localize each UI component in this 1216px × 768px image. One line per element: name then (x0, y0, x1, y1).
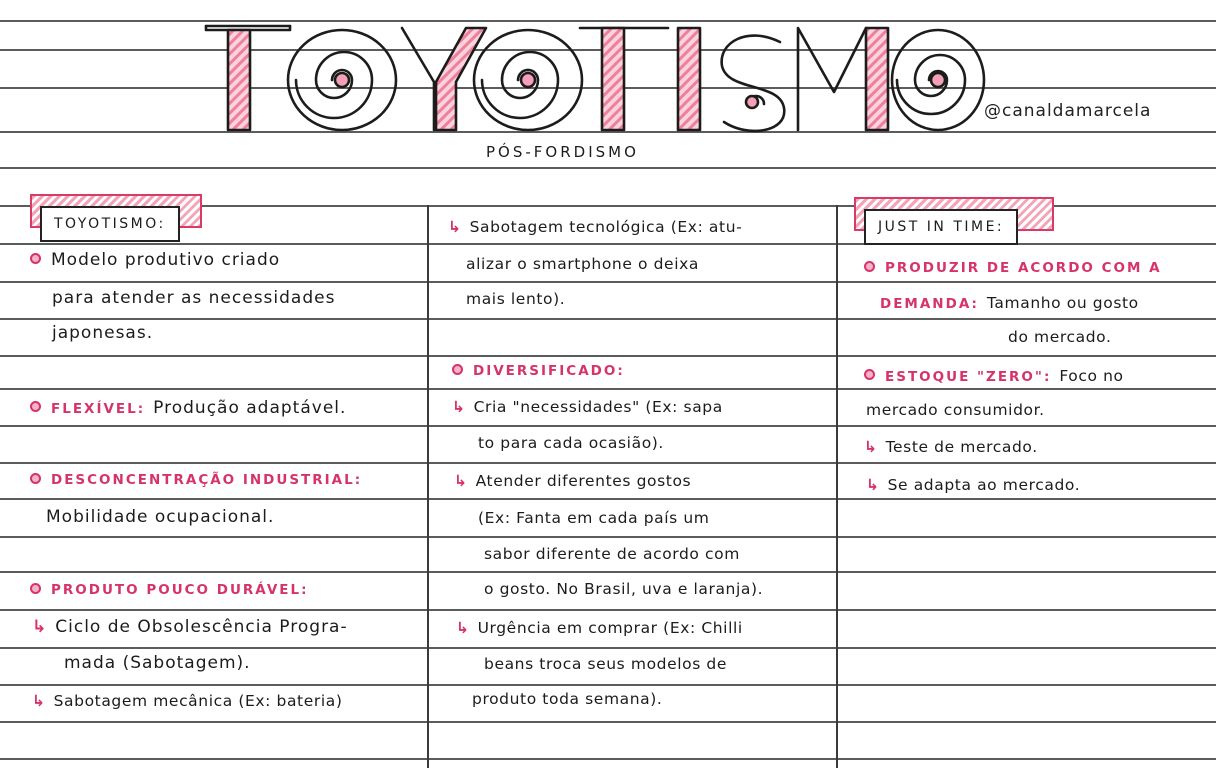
flexivel-line (30, 398, 346, 418)
produzir-line-2 (880, 294, 1139, 312)
desconcentracao-text: Mobilidade ocupacional. (46, 507, 275, 527)
bullet-icon (30, 253, 41, 264)
adapta-line: ↳ Se adapta ao mercado. (866, 476, 1081, 494)
title-lettering (200, 22, 990, 140)
bullet-icon (30, 473, 41, 484)
flexivel-label: FLEXÍVEL: (51, 401, 146, 417)
tecnologica-line-3: mais lento). (466, 290, 566, 308)
left-line-2: para atender as necessidades (52, 288, 336, 308)
mecanica-line: ↳ Sabotagem mecânica (Ex: bateria) (32, 692, 343, 710)
arrow-icon: ↳ (452, 398, 466, 416)
urgencia-line-2: beans troca seus modelos de (484, 655, 728, 673)
produto-line: PRODUTO POUCO DURÁVEL: (30, 582, 309, 598)
produzir-line-3: do mercado. (1008, 328, 1112, 346)
column-divider-right (836, 205, 838, 768)
tecnologica-line-1: ↳ Sabotagem tecnológica (Ex: atu- (448, 218, 743, 236)
atender-line-3: sabor diferente de acordo com (484, 545, 740, 563)
left-header-label: TOYOTISMO: (40, 206, 180, 242)
demanda-label: DEMANDA: (880, 296, 979, 312)
arrow-icon: ↳ (454, 472, 468, 490)
column-divider-left (427, 205, 429, 768)
bullet-icon (30, 583, 41, 594)
atender-line-1: ↳ Atender diferentes gostos (454, 472, 692, 490)
cria-line-1: ↳ Cria "necessidades" (Ex: sapa (452, 398, 723, 416)
arrow-icon: ↳ (456, 619, 470, 637)
atender-line-4: o gosto. No Brasil, uva e laranja). (484, 580, 764, 598)
arrow-icon: ↳ (448, 218, 462, 236)
arrow-icon: ↳ (864, 438, 878, 456)
arrow-icon: ↳ (866, 476, 880, 494)
flexivel-text: Produção adaptável. (153, 398, 347, 418)
urgencia-line-3: produto toda semana). (472, 690, 663, 708)
tecnologica-line-2: alizar o smartphone o deixa (466, 255, 699, 273)
estoque-line-1 (864, 367, 1124, 385)
demanda-text: Tamanho ou gosto (986, 294, 1139, 312)
bullet-icon (30, 401, 41, 412)
bullet-icon (452, 364, 463, 375)
ciclo-line-2: mada (Sabotagem). (64, 653, 251, 673)
bullet-icon (864, 369, 875, 380)
author-handle: @canaldamarcela (984, 101, 1152, 121)
title-text: TOYOTISMO (200, 22, 206, 23)
subtitle: PÓS-FORDISMO (486, 143, 639, 161)
estoque-label: ESTOQUE "ZERO": (885, 369, 1052, 385)
cria-line-2: to para cada ocasião). (478, 434, 664, 452)
atender-line-2: (Ex: Fanta em cada país um (478, 509, 710, 527)
left-line-1: Modelo produtivo criado (30, 250, 280, 270)
estoque-line-2: mercado consumidor. (866, 401, 1045, 419)
left-line-3: japonesas. (52, 323, 154, 343)
arrow-icon: ↳ (32, 692, 46, 710)
right-header-label: JUST IN TIME: (864, 209, 1018, 245)
urgencia-line-1: ↳ Urgência em comprar (Ex: Chilli (456, 619, 743, 637)
ciclo-line-1: ↳ Ciclo de Obsolescência Progra- (32, 617, 348, 637)
teste-line: ↳ Teste de mercado. (864, 438, 1038, 456)
arrow-icon: ↳ (32, 617, 48, 637)
bullet-icon (864, 261, 875, 272)
desconcentracao-line: DESCONCENTRAÇÃO INDUSTRIAL: (30, 472, 362, 488)
produzir-line-1: PRODUZIR DE ACORDO COM A (864, 260, 1162, 276)
diversificado-line: DIVERSIFICADO: (452, 363, 625, 379)
estoque-text: Foco no (1059, 367, 1124, 385)
